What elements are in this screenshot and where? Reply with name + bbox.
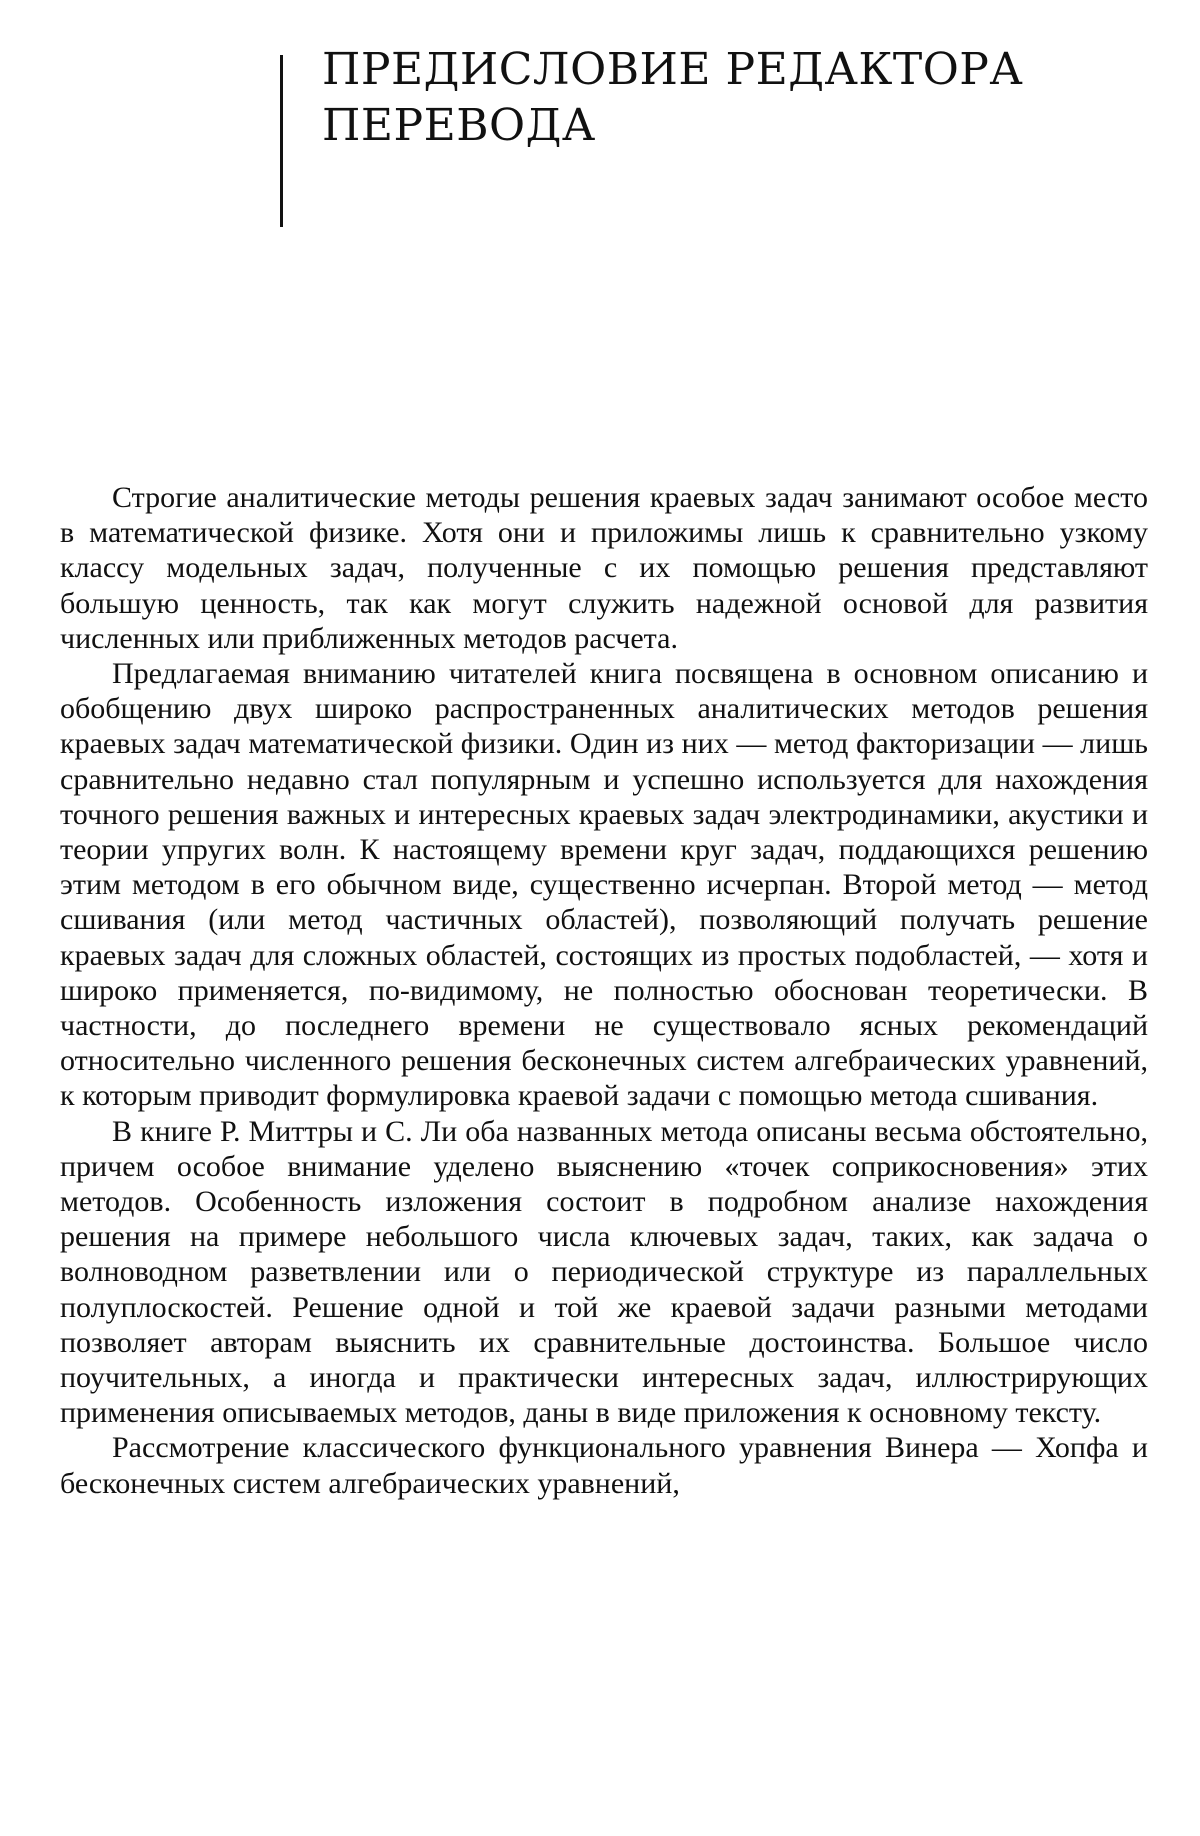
paragraph-3: В книге Р. Миттры и С. Ли оба названных метода описаны весьма обстоятельно, причем особое внимание уделено выяснению «точек соприкосновения» этих методов. Особенность изложения состоит в подробном анализе нахождения решения на примере небольшого числа ключевых задач, таких, как задача о волноводном разветвлении или о периодической структуре из параллельных полуплоскостей. Решение одной и той же краевой задачи разными методами позволяет авторам выяснить их сравнительные достоинства. Большое число поучительных, а иногда и практически интересных задач, иллюстрирующих применения описываемых методов, даны в виде приложения к основному тексту. (60, 1114, 1148, 1430)
chapter-title (322, 42, 1023, 154)
chapter-title-line-1: ПРЕДИСЛОВИЕ РЕДАКТОРА (322, 44, 1024, 95)
body-text (60, 480, 1148, 1501)
paragraph-4: Рассмотрение классического функционального уравнения Винера — Хопфа и бесконечных систем алгебраических уравнений, (60, 1431, 1148, 1500)
title-vertical-rule (280, 55, 283, 227)
paragraph-2: Предлагаемая вниманию читателей книга посвящена в основном описанию и обобщению двух широко распространенных аналитических методов решения краевых задач математической физики. Один из них — метод факторизации — лишь сравнительно недавно стал популярным и успешно используется для нахождения точного решения важных и интересных краевых задач электродинамики, акустики и теории упругих волн. К настоящему времени круг задач, поддающихся решению этим методом в его обычном виде, существенно исчерпан. Второй метод — метод сшивания (или метод частичных областей), позволяющий получать решение краевых задач для сложных областей, состоящих из простых подобластей, — хотя и широко применяется, по-видимому, не полностью обоснован теоретически. В частности, до последнего времени не существовало ясных рекомендаций относительно численного решения бесконечных систем алгебраических уравнений, к которым приводит формулировка краевой задачи с помощью метода сшивания. (60, 657, 1148, 1113)
paragraph-1: Строгие аналитические методы решения краевых задач занимают особое место в математической физике. Хотя они и приложимы лишь к сравнительно узкому классу модельных задач, полученные с их помощью решения представляют большую ценность, так как могут служить надежной основой для развития численных или приближенных методов расчета. (60, 481, 1148, 655)
chapter-title-line-2: ПЕРЕВОДА (322, 100, 596, 151)
